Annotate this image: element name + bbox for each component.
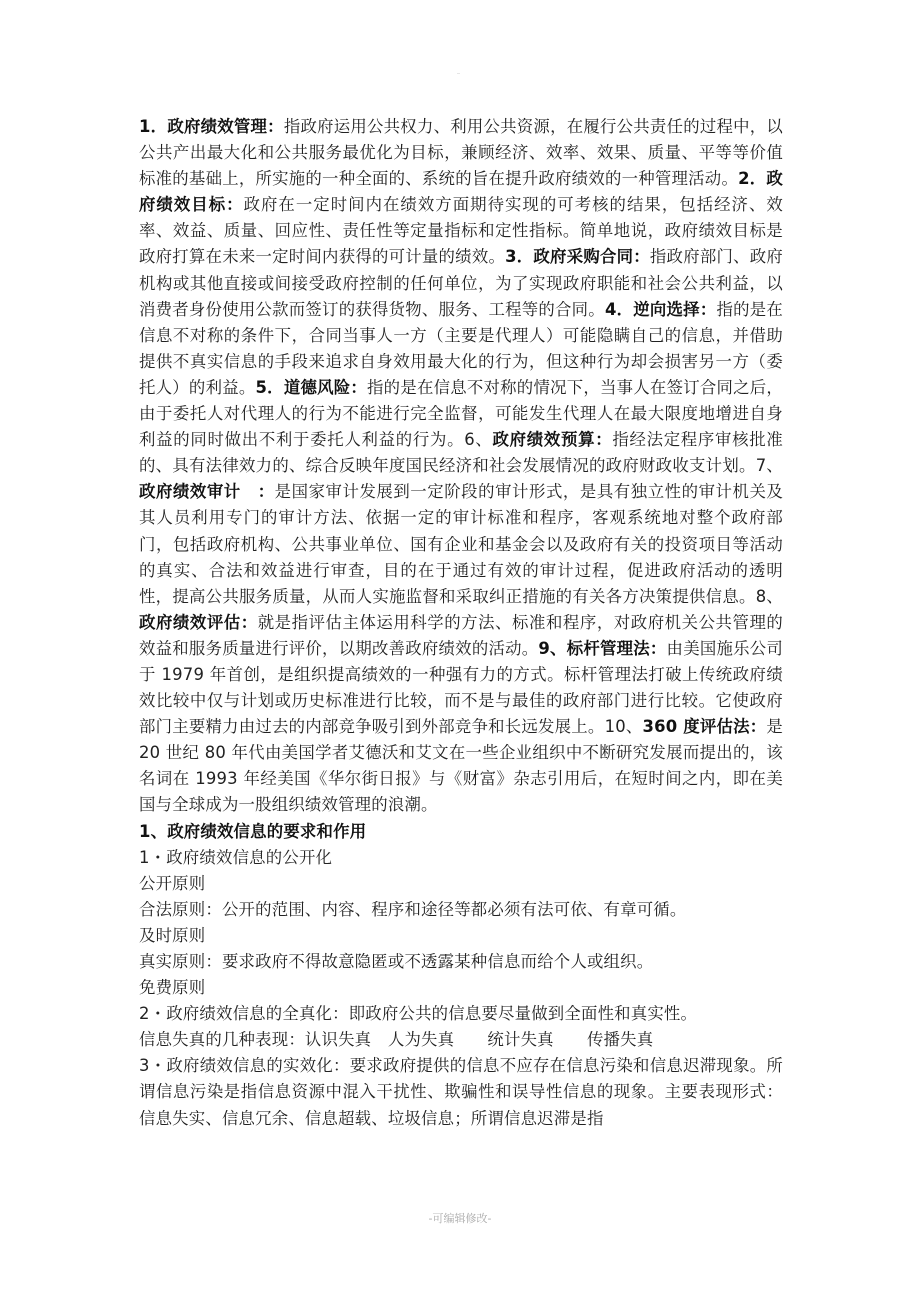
section-line: 合法原则：公开的范围、内容、程序和途径等都必须有法可依、有章可循。 [139,899,687,919]
definition-text: 政府在一定时间内在绩效方面期待实现的可考核的结果，包括经济、效率、效益、质量、回应性、责任性等定量指标和定性指标。简单地说，政府绩效目标是政府打算在未来一定时间内获得的可计量的绩效。 [139,195,784,267]
section-line: 及时原则 [139,925,206,945]
definition-term: 政府绩效管理： [167,117,284,136]
definition-term: 政府采购合同： [533,247,650,267]
definition-term: 政府绩效审计 ： [139,482,275,502]
definition-text: 指的是在信息不对称的情况下，当事人在签订合同之后，由于委托人对代理人的行为不能进行完全监督，可能发生代理人在最大限度地增进自身利益的同时做出不利于委托人利益的行为。 [139,377,784,450]
definition-text: 指经法定程序审核批准的、具有法律效力的、综合反映年度国民经济和社会发展情况的政府财政收支计划。 [139,430,783,476]
definition-text: 指政府运用公共权力、利用公共资源，在履行公共责任的过程中，以公共产出最大化和公共服务最优化为目标，兼顾经济、效率、效果、质量、平等等价值标准的基础上，所实施的一种全面的、系统的旨在提升政府绩效的一种管理活动。 [139,117,784,189]
section-line: 公开原则 [139,873,206,893]
definition-number: 2． [738,169,767,189]
definition-1 [139,117,783,188]
definition-term: 政府绩效预算： [492,430,613,450]
section-line: 真实原则：要求政府不得故意隐匿或不透露某种信息而给个人或组织。 [139,952,654,971]
definition-number: 3． [505,247,534,267]
section-line: 免费原则 [139,978,206,998]
definition-number: 6、 [464,430,493,450]
page-footer: -可编辑修改- [428,1212,492,1225]
definition-text: 就是指评估主体运用科学的方法、标准和程序，对政府机关公共管理的效益和服务质量进行评价，以期改善政府绩效的活动。 [139,612,783,658]
header-mark [457,73,460,74]
definition-number: 4． [604,299,634,319]
definition-term: 标杆管理法： [566,638,667,658]
definition-number: 8、 [755,586,783,606]
definition-number: 9、 [538,638,567,658]
definition-text: 指政府部门、政府机构或其他直接或间接受政府控制的任何单位，为了实现政府职能和社会公共利益，以消费者身份使用公款而签订的获得货物、服务、工程等的合同。 [139,247,783,319]
definition-term: 360 度评估法： [642,717,767,737]
section-last-paragraph: 3・政府绩效信息的实效化：要求政府提供的信息不应存在信息污染和信息迟滞现象。所谓信息污染是指信息资源中混入干扰性、欺骗性和误导性信息的现象。主要表现形式：信息失实、信息冗余、信息超载、垃圾信息；所谓信息迟滞是指 [139,1056,783,1128]
definition-number: 5． [255,377,284,397]
definition-number: 7、 [755,456,783,476]
definition-term: 道德风险： [283,377,368,397]
definition-number: 1． [139,117,168,136]
definitions-paragraph [139,114,783,819]
definition-text: 由美国施乐公司于 1979 年首创，是组织提高绩效的一种强有力的方式。标杆管理法打破上传统政府绩效比较中仅与计划或历史标准进行比较，而不是与最佳的政府部门进行比较。它使政府部门主要精力由过去的内部竞争吸引到外部竞争和长远发展上。 [139,638,783,737]
section-heading: 1、政府绩效信息的要求和作用 [139,821,367,841]
definition-term: 逆向选择： [633,299,717,319]
definition-text: 是国家审计发展到一定阶段的审计形式，是具有独立性的审计机关及其人员利用专门的审计方法、依据一定的审计标准和程序，客观系统地对整个政府部门，包括政府机构、公共事业单位、国有企业和基金会以及政府有关的投资项目等活动的真实、合法和效益进行审查，目的在于通过有效的审计过程，促进政府活动的透明性，提高公共服务质量，从而人实施监督和采取纠正措施的有关各方决策提供信息。 [139,482,783,606]
definition-term: 政府绩效评估： [139,612,258,632]
section-line: 2・政府绩效信息的全真化：即政府公共的信息要尽量做到全面性和真实性。 [139,1004,698,1024]
definition-text: 是 20 世纪 80 年代由美国学者艾德沃和艾文在一些企业组织中不断研究发展而提出的，该名词在 1993 年经美国《华尔街日报》与《财富》杂志引用后，在短时间之内，即在美国与全球成为一股组织绩效管理的浪潮。 [139,717,783,815]
definition-7 [139,456,783,605]
document-body [139,114,783,1132]
section-line: 1・政府绩效信息的公开化 [139,847,333,867]
definition-number: 10、 [604,717,643,737]
section-line: 信息失真的几种表现：认识失真 人为失真 统计失真 传播失真 [139,1030,654,1050]
definition-text: 指的是在信息不对称的条件下，合同当事人一方（主要是代理人）可能隐瞒自己的信息，并借助提供不真实信息的手段来追求自身效用最大化的行为，但这种行为却会损害另一方（委托人）的利益。 [139,299,783,397]
definition-term: 政府绩效目标： [139,169,784,215]
